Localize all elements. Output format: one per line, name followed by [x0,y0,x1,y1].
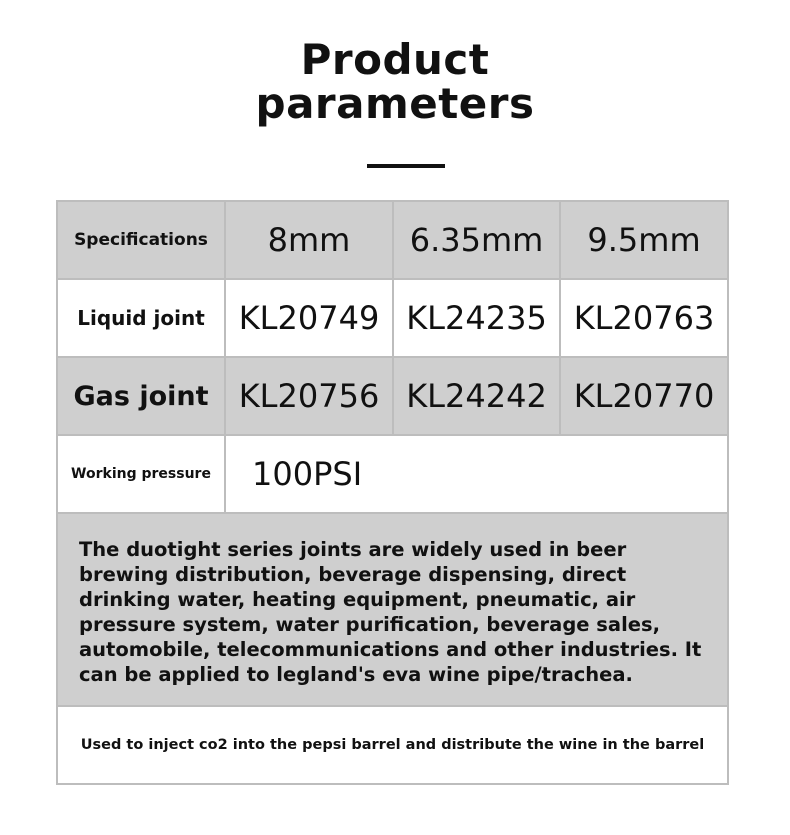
title-underline [367,164,445,168]
title-line-1: Product [300,35,490,84]
parameters-table [56,200,729,785]
table-cell [561,358,727,436]
row-label [58,436,226,514]
cell-value: KL24235 [406,299,547,337]
row-label [58,202,226,280]
table-cell [226,202,394,280]
row-label-text: Gas joint [73,380,209,412]
row-label [58,358,226,436]
cell-value: KL24242 [406,377,547,415]
row-label [58,280,226,358]
table-cell [226,280,394,358]
cell-value: 9.5mm [587,221,701,259]
usage-note [58,707,727,783]
table-cell [561,280,727,358]
table-row-liquid-joint [58,280,727,358]
table-cell [226,436,727,514]
table-row-specifications [58,202,727,280]
table-row-working-pressure [58,436,727,514]
cell-value: KL20770 [573,377,715,415]
cell-value: 8mm [267,221,351,259]
cell-value: 100PSI [252,455,363,493]
title-line-2: parameters [255,79,535,128]
cell-value: KL20749 [238,299,380,337]
table-cell [561,202,727,280]
table-cell [394,202,561,280]
description-text: The duotight series joints are widely used in beer brewing distribution, beverage dispensing, direct drinking water, heating equipment, pneumatic, air pressure system, water purification, beverage sales, automobile, telecommunications and other industries. It can be applied to legland's eva wine pipe/trachea. [79,538,702,686]
row-label-text: Working pressure [71,466,211,482]
cell-value: 6.35mm [409,221,544,259]
table-cell [394,358,561,436]
table-cell [394,280,561,358]
description-block [58,514,727,707]
row-label-text: Specifications [74,230,208,250]
page-title [0,35,790,128]
cell-value: KL20756 [238,377,380,415]
table-row-gas-joint [58,358,727,436]
usage-note-text: Used to inject co2 into the pepsi barrel and distribute the wine in the barrel [80,737,705,753]
row-label-text: Liquid joint [77,306,205,330]
cell-value: KL20763 [573,299,715,337]
table-cell [226,358,394,436]
